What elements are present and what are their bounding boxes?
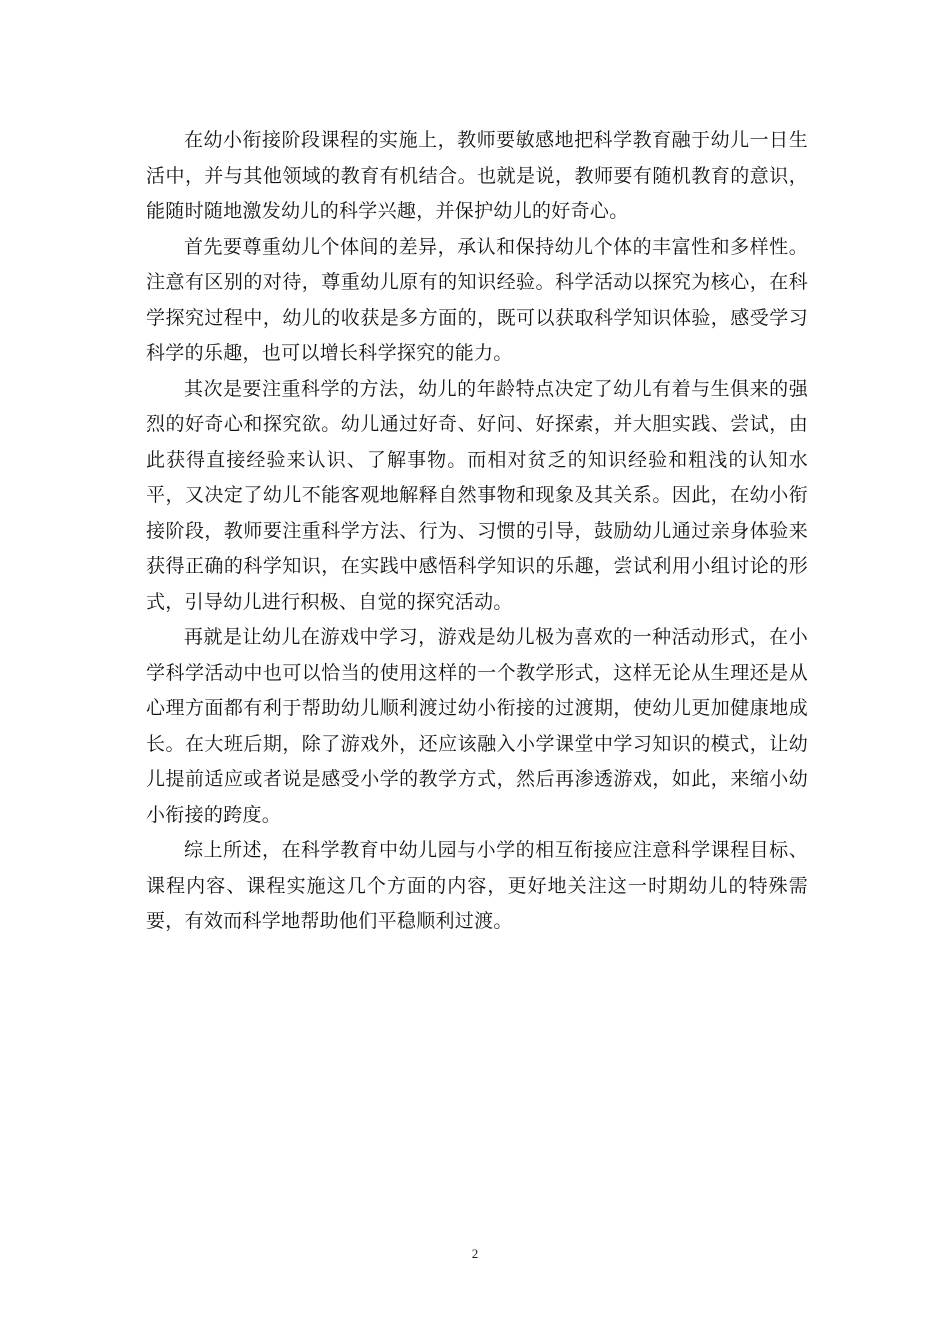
body-text [146, 123, 808, 940]
paragraph-1: 在幼小衔接阶段课程的实施上，教师要敏感地把科学教育融于幼儿一日生活中，并与其他领域的教育有机结合。也就是说，教师要有随机教育的意识，能随时随地激发幼儿的科学兴趣，并保护幼儿的好奇心。 [146, 129, 808, 222]
paragraph-3: 其次是要注重科学的方法，幼儿的年龄特点决定了幼儿有着与生俱来的强烈的好奇心和探究欲。幼儿通过好奇、好问、好探索，并大胆实践、尝试，由此获得直接经验来认识、了解事物。而相对贫乏的知识经验和粗浅的认知水平，又决定了幼儿不能客观地解释自然事物和现象及其关系。因此，在幼小衔接阶段，教师要注重科学方法、行为、习惯的引导，鼓励幼儿通过亲身体验来获得正确的科学知识，在实践中感悟科学知识的乐趣，尝试利用小组讨论的形式，引导幼儿进行积极、自觉的探究活动。 [146, 377, 808, 613]
paragraph-5: 综上所述，在科学教育中幼儿园与小学的相互衔接应注意科学课程目标、课程内容、课程实施这几个方面的内容，更好地关注这一时期幼儿的特殊需要，有效而科学地帮助他们平稳顺利过渡。 [146, 839, 808, 932]
paragraph-2: 首先要尊重幼儿个体间的差异，承认和保持幼儿个体的丰富性和多样性。注意有区别的对待，尊重幼儿原有的知识经验。科学活动以探究为核心，在科学探究过程中，幼儿的收获是多方面的，既可以获取科学知识体验，感受学习科学的乐趣，也可以增长科学探究的能力。 [146, 235, 808, 364]
page-number: 2 [471, 1246, 479, 1261]
paragraph-4: 再就是让幼儿在游戏中学习，游戏是幼儿极为喜欢的一种活动形式，在小学科学活动中也可以恰当的使用这样的一个教学形式，这样无论从生理还是从心理方面都有利于帮助幼儿顺利渡过幼小衔接的过渡期，使幼儿更加健康地成长。在大班后期，除了游戏外，还应该融入小学课堂中学习知识的模式，让幼儿提前适应或者说是感受小学的教学方式，然后再渗透游戏，如此，来缩小幼小衔接的跨度。 [146, 626, 808, 826]
